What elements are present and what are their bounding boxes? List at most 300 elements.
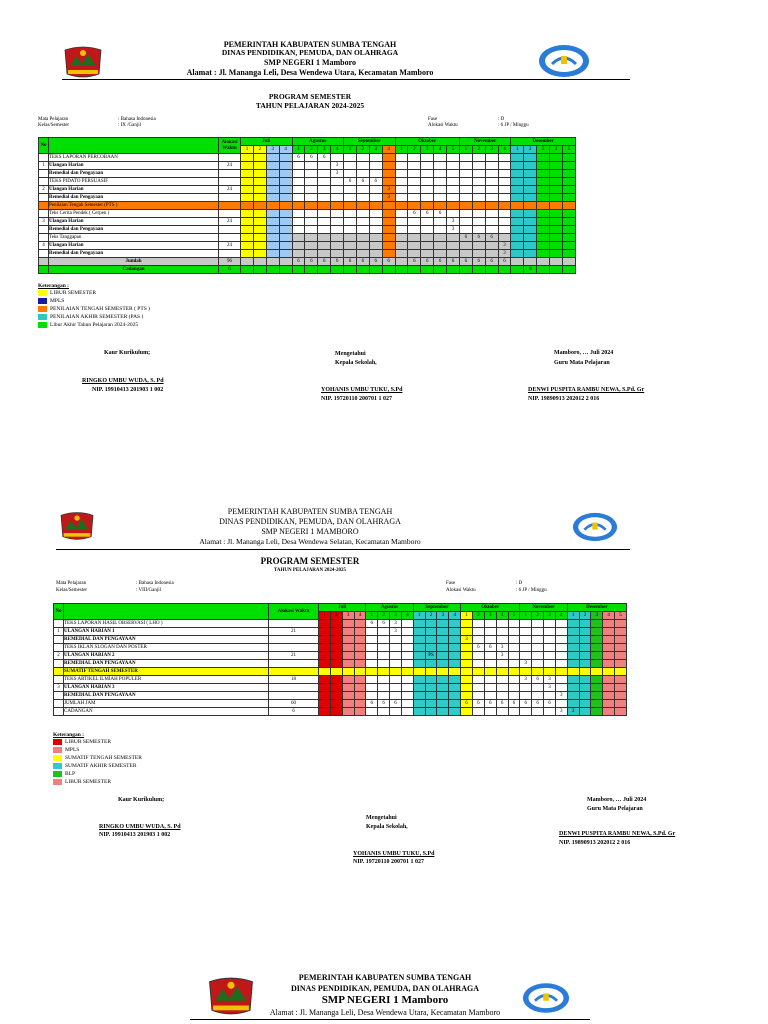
week-cell: [567, 644, 579, 652]
week-cell: [331, 242, 344, 250]
week-cell: [498, 234, 511, 242]
week-cell: [369, 170, 382, 178]
doc-title: PROGRAM SEMESTER: [260, 556, 360, 566]
week-cell: [330, 692, 342, 700]
week-cell: [524, 178, 537, 186]
sign-right-date: Mamboro, … Juli 2024: [587, 797, 647, 803]
week-cell: [266, 178, 279, 186]
week-cell: [555, 700, 567, 708]
week-header: 3: [591, 612, 603, 620]
week-cell: [537, 258, 550, 266]
week-cell: [485, 210, 498, 218]
month-header: Juli: [241, 138, 293, 146]
week-header: 2: [253, 146, 266, 154]
week-cell: [511, 250, 524, 258]
week-cell: [498, 202, 511, 210]
legend-item: [53, 746, 142, 754]
week-cell: [241, 154, 254, 162]
week-cell: [472, 668, 484, 676]
week-cell: [485, 186, 498, 194]
week-cell: [344, 226, 357, 234]
row-no: [54, 620, 64, 628]
week-cell: [395, 202, 408, 210]
meta-value: : Bahasa Indonesia: [118, 117, 156, 122]
week-cell: [496, 620, 508, 628]
week-cell: 3: [498, 250, 511, 258]
week-cell: [520, 652, 532, 660]
week-cell: [319, 628, 331, 636]
sign-mid-name: YOHANIS UMBU TUKU, S.Pd: [321, 387, 403, 393]
week-cell: [472, 636, 484, 644]
week-cell: [390, 708, 402, 716]
week-cell: [555, 628, 567, 636]
week-cell: [498, 266, 511, 274]
week-cell: [266, 234, 279, 242]
week-cell: [532, 668, 544, 676]
week-cell: [330, 628, 342, 636]
week-cell: [279, 154, 292, 162]
month-header: Agustus: [292, 138, 344, 146]
week-cell: [413, 700, 425, 708]
week-cell: 6: [366, 620, 378, 628]
week-cell: [485, 178, 498, 186]
table-row: [39, 258, 576, 266]
week-cell: [434, 178, 447, 186]
week-cell: [279, 266, 292, 274]
week-cell: [603, 652, 615, 660]
week-cell: [437, 628, 449, 636]
week-cell: [615, 644, 627, 652]
table-row: [39, 242, 576, 250]
week-cell: [449, 700, 461, 708]
regency-crest-icon: [56, 510, 98, 542]
row-alokasi: [219, 178, 241, 186]
week-cell: [434, 250, 447, 258]
week-cell: [459, 194, 472, 202]
week-cell: [603, 660, 615, 668]
week-cell: [369, 250, 382, 258]
sign-right-role: Guru Mata Pelajaran: [587, 806, 643, 812]
week-cell: [591, 644, 603, 652]
row-alokasi: [219, 250, 241, 258]
week-cell: [425, 708, 437, 716]
week-cell: [511, 170, 524, 178]
week-cell: [318, 210, 331, 218]
legend-item: [38, 305, 150, 313]
week-cell: [318, 226, 331, 234]
row-activity: Teks Cerita Pendek ( Cerpen ): [49, 210, 219, 218]
week-cell: [524, 170, 537, 178]
legend-label: PENILAIAN TENGAH SEMESTER ( PTS ): [50, 306, 150, 312]
week-cell: [591, 620, 603, 628]
week-cell: [615, 684, 627, 692]
week-cell: [421, 202, 434, 210]
week-cell: [537, 194, 550, 202]
week-cell: [532, 708, 544, 716]
week-cell: [354, 708, 366, 716]
week-cell: [484, 676, 496, 684]
week-cell: [408, 194, 421, 202]
table-row: [39, 202, 576, 210]
table-row: [39, 250, 576, 258]
week-cell: 6: [344, 258, 357, 266]
week-header: 2: [408, 146, 421, 154]
week-cell: [421, 154, 434, 162]
week-cell: [266, 162, 279, 170]
week-cell: [567, 684, 579, 692]
week-cell: 6: [434, 258, 447, 266]
week-cell: [279, 234, 292, 242]
week-cell: [496, 676, 508, 684]
week-cell: [498, 162, 511, 170]
row-activity: ULANGAN HARIAN 1: [64, 628, 269, 636]
week-header: 1: [567, 612, 579, 620]
week-header: 1: [395, 146, 408, 154]
week-cell: 3: [555, 708, 567, 716]
row-activity: Ulangan Harian: [49, 242, 219, 250]
sign-left-nip: NIP. 19910413 201903 1 002: [99, 832, 171, 838]
week-cell: 3: [461, 636, 473, 644]
week-cell: [331, 226, 344, 234]
week-cell: 6: [344, 178, 357, 186]
week-cell: [421, 178, 434, 186]
week-cell: [425, 668, 437, 676]
row-no: [54, 660, 64, 668]
week-cell: 6: [305, 154, 318, 162]
week-header: 1: [319, 612, 331, 620]
table-row: [54, 700, 627, 708]
week-cell: [537, 226, 550, 234]
week-header: 5: [615, 612, 627, 620]
week-cell: [484, 692, 496, 700]
week-header: 3: [318, 146, 331, 154]
week-header: 2: [472, 612, 484, 620]
week-cell: [562, 250, 575, 258]
header-address: Alamat : Jl. Mananga Leli, Desa Wendewa Utara, Kecamatan Mamboro: [186, 68, 434, 77]
week-cell: [266, 186, 279, 194]
week-cell: [484, 628, 496, 636]
week-cell: [591, 676, 603, 684]
row-no: 3: [54, 684, 64, 692]
sign-right-nip: NIP. 19890913 202012 2 016: [559, 840, 631, 846]
week-cell: [472, 242, 485, 250]
week-cell: [579, 700, 591, 708]
week-cell: [524, 242, 537, 250]
week-cell: [603, 644, 615, 652]
week-cell: [330, 644, 342, 652]
week-cell: [382, 226, 395, 234]
week-cell: [354, 700, 366, 708]
week-cell: [331, 210, 344, 218]
week-cell: [318, 162, 331, 170]
row-alokasi: 24: [219, 162, 241, 170]
row-activity: Ulangan Harian: [49, 162, 219, 170]
meta-row: [38, 123, 428, 129]
week-cell: [366, 636, 378, 644]
week-header: 4: [434, 146, 447, 154]
row-activity: TEKS LAPORAN HASIL OBSERVASI ( LHO ): [64, 620, 269, 628]
week-header: 4: [331, 146, 344, 154]
week-cell: [461, 628, 473, 636]
legend-swatch: [38, 322, 47, 328]
row-activity: TEKS LAPORAN PERCOBAAN: [49, 154, 219, 162]
week-cell: [318, 234, 331, 242]
week-cell: [241, 242, 254, 250]
week-cell: [292, 162, 305, 170]
week-cell: [459, 226, 472, 234]
week-cell: [382, 178, 395, 186]
week-cell: [520, 708, 532, 716]
table-row: [54, 636, 627, 644]
week-cell: [567, 660, 579, 668]
week-cell: [579, 708, 591, 716]
week-cell: [369, 226, 382, 234]
week-cell: [550, 194, 563, 202]
week-cell: [485, 154, 498, 162]
legend-item: [38, 289, 150, 297]
week-cell: [511, 210, 524, 218]
week-cell: [356, 210, 369, 218]
week-cell: [413, 644, 425, 652]
week-cell: [550, 162, 563, 170]
week-header: 2: [472, 146, 485, 154]
row-activity: JUMLAH JAM: [64, 700, 269, 708]
week-cell: [544, 620, 556, 628]
week-cell: [484, 684, 496, 692]
week-cell: [459, 186, 472, 194]
week-header: 2: [356, 146, 369, 154]
row-alokasi: [219, 234, 241, 242]
month-header: Oktober: [395, 138, 459, 146]
week-cell: [366, 644, 378, 652]
week-cell: [484, 652, 496, 660]
week-cell: [615, 620, 627, 628]
meta-value: : D: [516, 581, 523, 586]
legend-swatch: [53, 763, 62, 769]
week-cell: [459, 218, 472, 226]
meta-value: : IX /Ganjil: [118, 123, 142, 128]
week-cell: [555, 676, 567, 684]
week-cell: [241, 258, 254, 266]
week-cell: [484, 660, 496, 668]
week-cell: [520, 620, 532, 628]
week-cell: [459, 170, 472, 178]
week-cell: [472, 266, 485, 274]
week-cell: [459, 242, 472, 250]
week-cell: [447, 250, 460, 258]
week-cell: [413, 692, 425, 700]
week-cell: [449, 708, 461, 716]
week-cell: [279, 162, 292, 170]
week-cell: [382, 242, 395, 250]
week-cell: [369, 210, 382, 218]
doc-subtitle: TAHUN PELAJARAN 2024-2025: [273, 568, 347, 573]
week-cell: [532, 628, 544, 636]
week-cell: [615, 660, 627, 668]
week-cell: [369, 186, 382, 194]
week-cell: [567, 700, 579, 708]
week-cell: [484, 636, 496, 644]
week-cell: [567, 668, 579, 676]
week-cell: [292, 266, 305, 274]
week-cell: [591, 700, 603, 708]
week-cell: [591, 692, 603, 700]
week-cell: [511, 234, 524, 242]
meta-row: [446, 587, 547, 594]
row-activity: Teks Tanggapan: [49, 234, 219, 242]
week-cell: [511, 162, 524, 170]
week-cell: [241, 162, 254, 170]
week-cell: [395, 250, 408, 258]
row-activity: Remedial dan Pengayaan: [49, 226, 219, 234]
row-no: [54, 700, 64, 708]
week-cell: [330, 620, 342, 628]
week-cell: [241, 210, 254, 218]
week-cell: [550, 226, 563, 234]
week-cell: [401, 708, 413, 716]
week-cell: 3: [498, 242, 511, 250]
week-cell: [241, 178, 254, 186]
week-cell: [331, 234, 344, 242]
week-header: 4: [401, 612, 413, 620]
week-cell: [550, 154, 563, 162]
meta-label: Mata Pelajaran: [56, 581, 87, 586]
week-cell: [498, 194, 511, 202]
legend-swatch: [53, 771, 62, 777]
month-header: September: [344, 138, 396, 146]
week-cell: [253, 250, 266, 258]
week-cell: [318, 178, 331, 186]
header-row: [54, 604, 627, 612]
week-cell: [544, 692, 556, 700]
week-cell: [434, 266, 447, 274]
week-cell: [485, 194, 498, 202]
week-cell: [434, 186, 447, 194]
week-cell: [279, 170, 292, 178]
week-cell: [485, 162, 498, 170]
week-cell: [524, 258, 537, 266]
week-cell: [425, 700, 437, 708]
row-no: [39, 202, 49, 210]
row-activity: ULANGAN HARIAN 2: [64, 652, 269, 660]
month-header: Desember: [511, 138, 576, 146]
week-cell: [331, 154, 344, 162]
regency-crest-icon: [62, 44, 104, 80]
week-cell: [472, 226, 485, 234]
week-cell: [331, 250, 344, 258]
sign-right-name: DENWI PUSPITA RAMBU NEWA, S.Pd. Gr: [528, 387, 645, 393]
week-cell: [544, 660, 556, 668]
week-cell: [603, 676, 615, 684]
week-cell: [537, 210, 550, 218]
week-cell: [318, 266, 331, 274]
week-cell: [390, 692, 402, 700]
week-cell: 6: [292, 258, 305, 266]
week-cell: [579, 676, 591, 684]
table-row: [54, 692, 627, 700]
week-header: 2: [305, 146, 318, 154]
week-cell: [292, 210, 305, 218]
week-cell: [319, 708, 331, 716]
meta-label: Alokasi Waktu: [428, 123, 458, 128]
week-cell: [520, 636, 532, 644]
week-cell: [447, 170, 460, 178]
week-cell: [537, 154, 550, 162]
week-cell: [382, 210, 395, 218]
week-cell: [253, 178, 266, 186]
week-cell: [485, 250, 498, 258]
week-cell: [395, 218, 408, 226]
legend-swatch: [38, 314, 47, 320]
week-cell: [508, 668, 520, 676]
week-cell: [292, 170, 305, 178]
row-alokasi: [219, 194, 241, 202]
week-cell: [472, 620, 484, 628]
week-cell: [369, 194, 382, 202]
week-cell: [562, 194, 575, 202]
week-cell: 3: [520, 676, 532, 684]
week-cell: [266, 258, 279, 266]
week-cell: [524, 162, 537, 170]
week-cell: [496, 660, 508, 668]
week-cell: [331, 218, 344, 226]
week-cell: [550, 178, 563, 186]
week-cell: 3: [567, 708, 579, 716]
week-cell: [413, 708, 425, 716]
week-cell: 6: [331, 258, 344, 266]
week-cell: [496, 636, 508, 644]
week-cell: [562, 258, 575, 266]
week-cell: [369, 154, 382, 162]
legend-block: [53, 732, 142, 786]
col-header-no: No: [54, 604, 64, 620]
week-cell: [395, 242, 408, 250]
week-cell: [449, 620, 461, 628]
row-no: [39, 250, 49, 258]
week-cell: 6: [356, 258, 369, 266]
col-header-no: No: [39, 138, 49, 154]
month-header: November: [520, 604, 567, 612]
week-cell: [342, 676, 354, 684]
week-cell: [318, 250, 331, 258]
week-header: 3: [437, 612, 449, 620]
week-cell: [508, 620, 520, 628]
row-no: [54, 692, 64, 700]
week-header: 3: [484, 612, 496, 620]
week-cell: [395, 234, 408, 242]
week-cell: [524, 250, 537, 258]
week-cell: [447, 242, 460, 250]
week-cell: [356, 218, 369, 226]
week-cell: [330, 676, 342, 684]
week-cell: 3: [382, 186, 395, 194]
week-header: 2: [378, 612, 390, 620]
legend-label: SUMATIF AKHIR SEMESTER: [65, 763, 137, 769]
week-cell: [279, 194, 292, 202]
week-cell: [241, 226, 254, 234]
meta-value: : 6 JP / Minggu: [498, 123, 529, 128]
row-activity: REMEDIAL DAN PENGAYAAN: [64, 636, 269, 644]
table-row: [39, 234, 576, 242]
row-alokasi: [219, 226, 241, 234]
week-cell: [579, 660, 591, 668]
week-cell: 6: [472, 234, 485, 242]
week-cell: [421, 170, 434, 178]
week-header: 4: [382, 146, 395, 154]
week-cell: [449, 652, 461, 660]
week-cell: [437, 668, 449, 676]
week-cell: [537, 250, 550, 258]
